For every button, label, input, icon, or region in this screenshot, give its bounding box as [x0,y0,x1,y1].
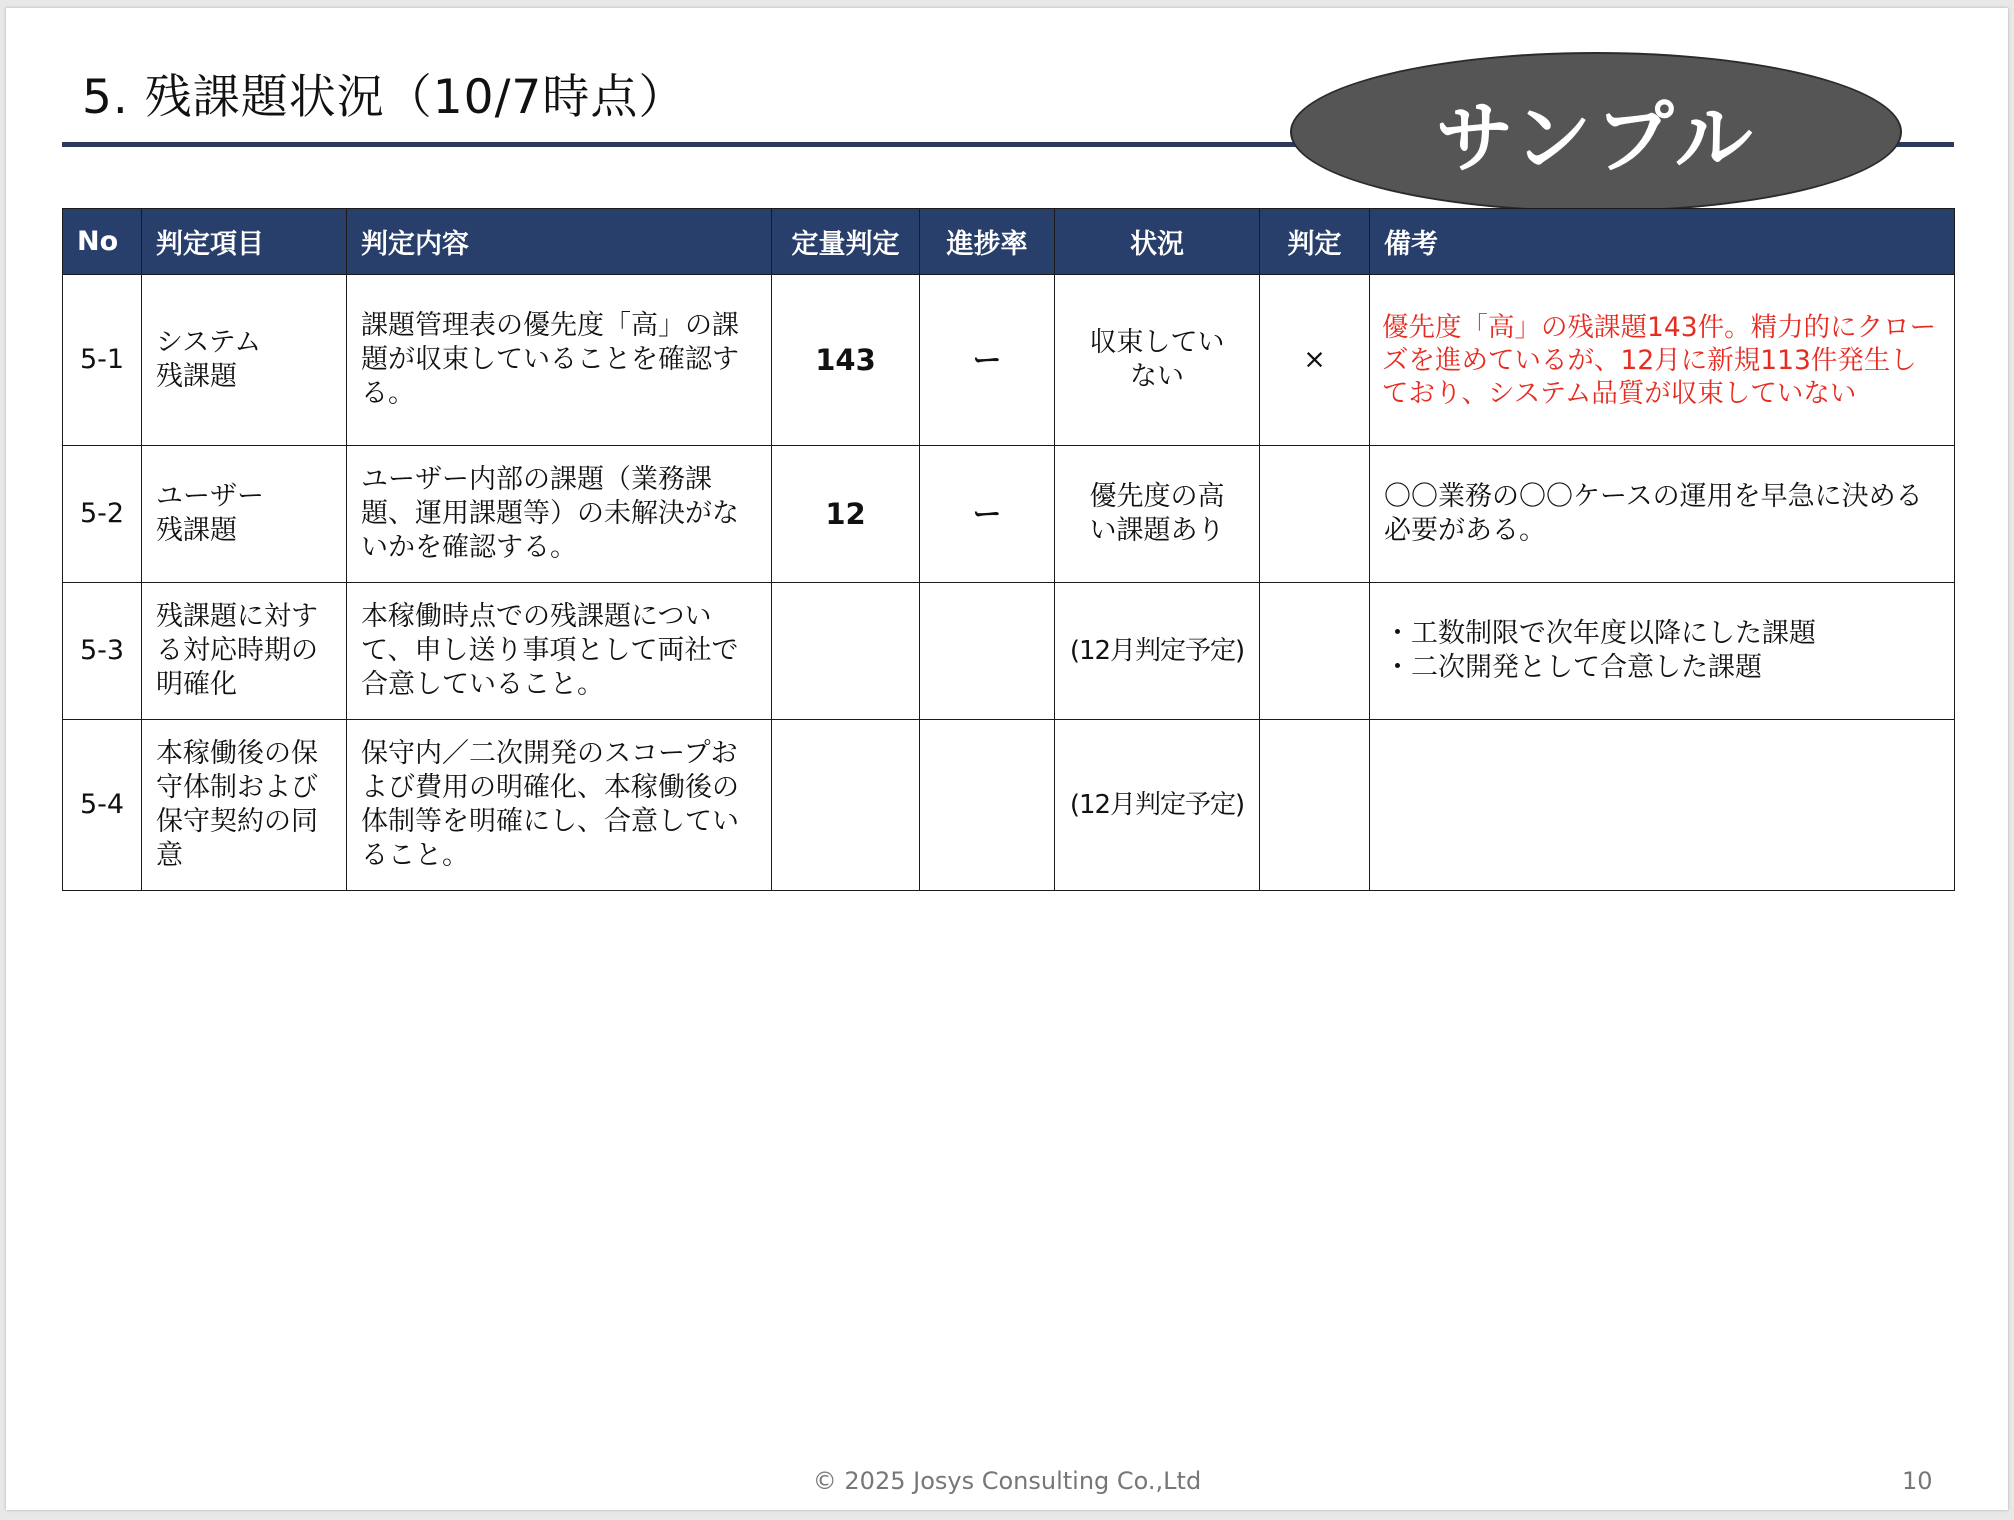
row-judgement [1260,583,1370,720]
row-judgement [1260,720,1370,891]
row-quant: 12 [772,446,920,583]
row-content: ユーザー内部の課題（業務課題、運用課題等）の未解決がないかを確認する。 [347,446,772,583]
row-remarks [1370,720,1955,891]
table-row [63,275,1955,446]
row-quant [772,720,920,891]
row-progress: ー [920,446,1055,583]
slide-title: 5. 残課題状況（10/7時点） [82,70,687,125]
row-quant: 143 [772,275,920,446]
header-quant: 定量判定 [772,209,920,275]
row-item: 残課題に対する対応時期の明確化 [142,583,347,720]
row-no: 5-3 [63,583,142,720]
header-status: 状況 [1055,209,1260,275]
row-progress [920,720,1055,891]
copyright-footer: © 2025 Josys Consulting Co.,Ltd [812,1467,1202,1495]
header-item: 判定項目 [142,209,347,275]
row-item: ユーザー 残課題 [142,446,347,583]
row-content: 本稼働時点での残課題について、申し送り事項として両社で合意していること。 [347,583,772,720]
table-row [63,720,1955,891]
row-progress: ー [920,275,1055,446]
row-no: 5-2 [63,446,142,583]
table-row [63,583,1955,720]
row-content: 保守内／二次開発のスコープおよび費用の明確化、本稼働後の体制等を明確にし、合意していること。 [347,720,772,891]
row-status: (12月判定予定) [1055,583,1260,720]
row-judgement: × [1260,275,1370,446]
row-item: システム 残課題 [142,275,347,446]
row-status: 収束してい ない [1055,275,1260,446]
row-no: 5-1 [63,275,142,446]
table-header-row [63,209,1955,275]
header-progress: 進捗率 [920,209,1055,275]
row-judgement [1260,446,1370,583]
table-row [63,446,1955,583]
page-number: 10 [1902,1467,1933,1495]
row-status: 優先度の高 い課題あり [1055,446,1260,583]
row-status: (12月判定予定) [1055,720,1260,891]
row-remarks: 優先度「高」の残課題143件。精力的にクローズを進めているが、12月に新規113件発生しており、システム品質が収束していない [1370,275,1955,446]
row-item: 本稼働後の保守体制および保守契約の同意 [142,720,347,891]
sample-stamp-label: サンプル [1435,94,1757,184]
sample-stamp [1290,52,1902,212]
header-remarks: 備考 [1370,209,1955,275]
slide [6,8,2008,1510]
header-no: No [63,209,142,275]
issue-status-table [62,208,1955,891]
row-progress [920,583,1055,720]
row-remarks: 〇〇業務の〇〇ケースの運用を早急に決める必要がある。 [1370,446,1955,583]
row-quant [772,583,920,720]
header-content: 判定内容 [347,209,772,275]
row-no: 5-4 [63,720,142,891]
header-judgement: 判定 [1260,209,1370,275]
row-content: 課題管理表の優先度「高」の課題が収束していることを確認する。 [347,275,772,446]
row-remarks: ・工数制限で次年度以降にした課題 ・二次開発として合意した課題 [1370,583,1955,720]
